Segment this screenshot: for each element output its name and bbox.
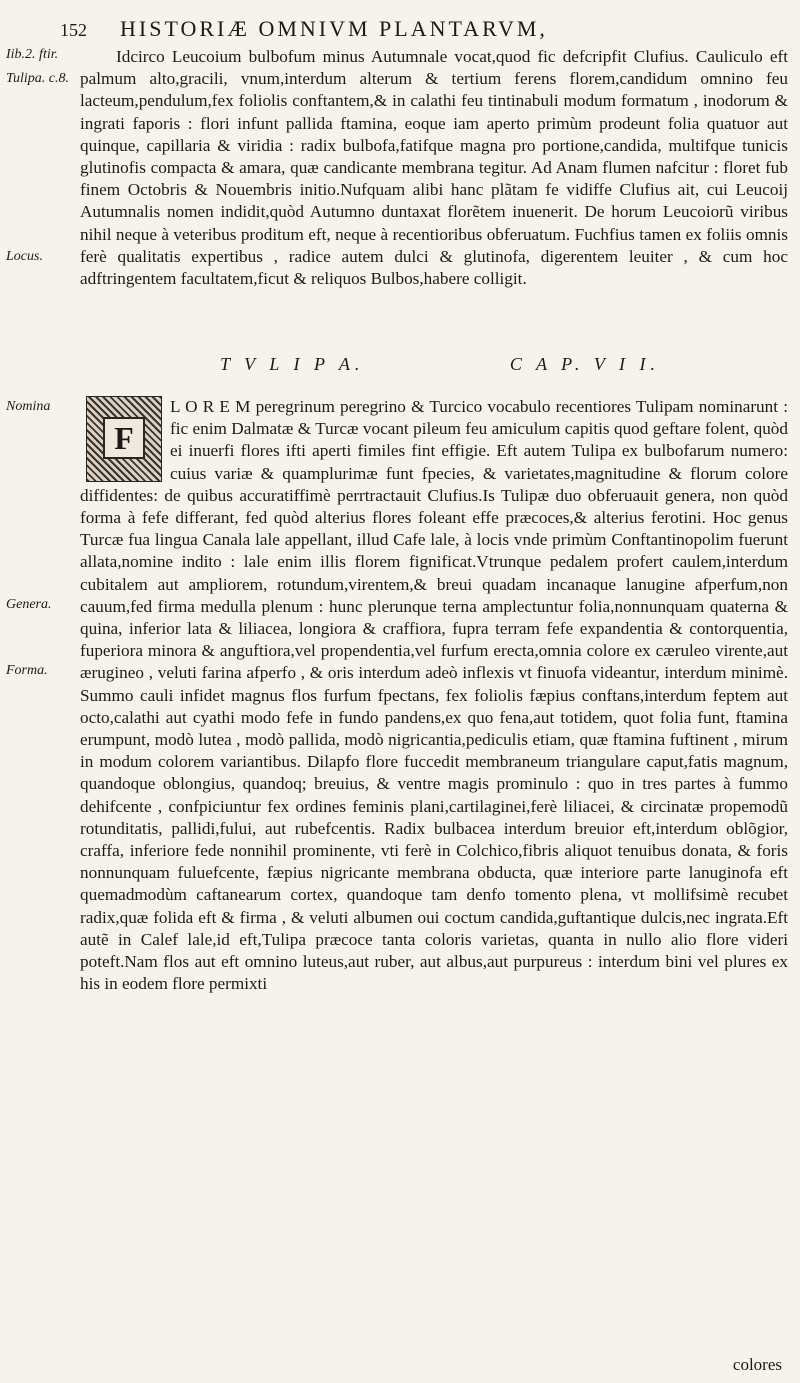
margin-note-locus: Locus. — [6, 249, 43, 264]
margin-note-genera: Genera. — [6, 597, 52, 612]
paragraph-tulipa — [80, 396, 788, 995]
initial-letter: F — [103, 417, 145, 459]
catchword: colores — [732, 1355, 782, 1374]
page-number: 152 — [60, 20, 87, 40]
paragraph-tulipa-text: L O R E M peregrinum peregrino & Turcico vocabulo recentiores Tulipam nominarunt : fic enim Dalmatæ & Turcæ vocant pileum feu amiculum capitis quod geftare folent, quòd ei inuerfi flores ifti aperti fimiles fint effigie. Eft autem Tulipa ex bulbofarum numero: cuius variæ & quamplurimæ funt fpecies, & varietates,magnitudine & florum colore diffidentes: de quibus accuratiffimè perrtractauit Clufius.Is Tulipæ duo obferuauit genera, non quòd forma à fefe differant, fed quòd alterius flores foleant effe præcoces,& alterius ferotini. Hoc genus Turcæ fua lingua Canala lale appellant, illud Cafe lale, à locis vnde primùm Conftantinopolim fuerunt allata,nomine indito : lale enim illis florem fignificat.Vtrunque pedalem profert caulem,interdum cubitalem aut ampliorem, rotundum,virentem,& breui quadam incanaque lanugine afperfum,non cauum,fed firma medulla plenum : hunc plerunque terna amplectuntur folia,nonnunquam quaterna & quina, inferior lata & liliacea, longiora & craffiora, fupra terram fefe expandentia & contorquentia, fuperiora minora & anguftiora,vel propendentia,vel furfum erecta,omnia colore ex cæruleo virente,aut ærugineo , veluti farina afperfo , & oris interdum adeò inflexis vt finuofa videantur, interdum minimè. Summo cauli infidet magnus flos furfum fpectans, fex foliolis fæpius conftans,interdum feptem aut octo,calathi aut cyathi modo fefe in fundo pandens,ex quo fena,aut totidem, quot folia funt, ftamina erumpunt, modò lutea , modò pallida, modò nigricantia,pediculis etiam, quæ ftamina fuftinent , mirum in modum colorem variantibus. Dilapfo flore fuccedit membraneum triangulare caput,fatis magnum, quandoque oblongius, quandoq; breuius, & ventre magis prominulo : quo in tres partes à fummo dehifcente , confpiciuntur fex ordines feminis plani,cartilaginei,ferè liliacei, & circinatæ propemodũ rotunditatis, pallidi,fului, aut rubefcentis. Radix bulbacea interdum breuior eft,interdum oblõgior, craffa, inferiore fede nonnihil prominente, vti ferè in Colchico,fibris aliquot tenuibus donata, & foris nonnunquam fuluefcente, fæpius nigricante membrana obducta, quæ interiore parte lanuginofa eft quemadmodùm caftanearum cortex, quandoque tam denfo tomento plena, vt mollifsimè recubet radix,quæ folida eft & firma , & veluti albumen oui coctum candida,guftantique dulcis,nec ingrata.Eft autẽ in Calef lale,id eft,Tulipa præcoce tanta coloris varietas, quanta in nullo alio flore videri poteft.Nam flos aut eft omnino luteus,aut ruber, aut albus,aut purpureus : interdum bini vel plures ex his in eodem flore permixti — [80, 397, 788, 994]
chapter-number: C A P. V I I. — [509, 354, 660, 374]
margin-note-forma: Forma. — [6, 663, 48, 678]
running-head: HISTORIÆ OMNIVM PLANTARVM, — [120, 16, 548, 41]
paragraph-leucoium — [80, 46, 788, 290]
chapter-title: T V L I P A. — [220, 354, 365, 374]
margin-note-chapter-ref: Tulipa. c.8. — [6, 71, 70, 86]
paragraph-leucoium-text: Idcirco Leucoium bulbofum minus Autumnale vocat,quod fic defcripfit Clufius. Cauliculo eft palmum alto,gracili, vnum,interdum alterum & tertium ferens florem,candidum omnino feu lacteum,pendulum,fex foliolis conftantem,& in calathi feu tintinabuli modum formatum , inodorum & ingrati faporis : flori infunt pallida ftamina, eoque iam aperto primùm prodeunt folia quatuor aut quinque, capillaria & viridia : radix bulbofa,fatifque magna pro portione,candida, multifque tunicis glutinofis compacta & amara, quæ candicante membrana tegitur. Ad Anam flumen nafcitur : floret fub finem Octobris & Nouembris initio.Nufquam alibi hanc plãtam fe vidiffe Clufius ait, cui Leucoij Autumnalis nomen indidit,quòd Autumno duntaxat florẽtem inuenerit. De horum Leucoiorũ viribus nihil neque à veteribus proditum eft, neque à recentioribus obferuatum. Fuchfius tamen ex foliis omnis ferè qualitatis expertibus , radice autem dulci & glutinofa, digerentem leuiter , & cum hoc adftringentem facultatem,ficut & reliquos Bulbos,habere colligit. — [80, 47, 788, 289]
page-header — [60, 16, 780, 44]
decorated-initial — [86, 396, 162, 482]
margin-note-book: Iib.2. ftir. — [6, 47, 59, 62]
margin-note-nomina: Nomina — [6, 399, 51, 414]
chapter-heading — [220, 354, 660, 375]
